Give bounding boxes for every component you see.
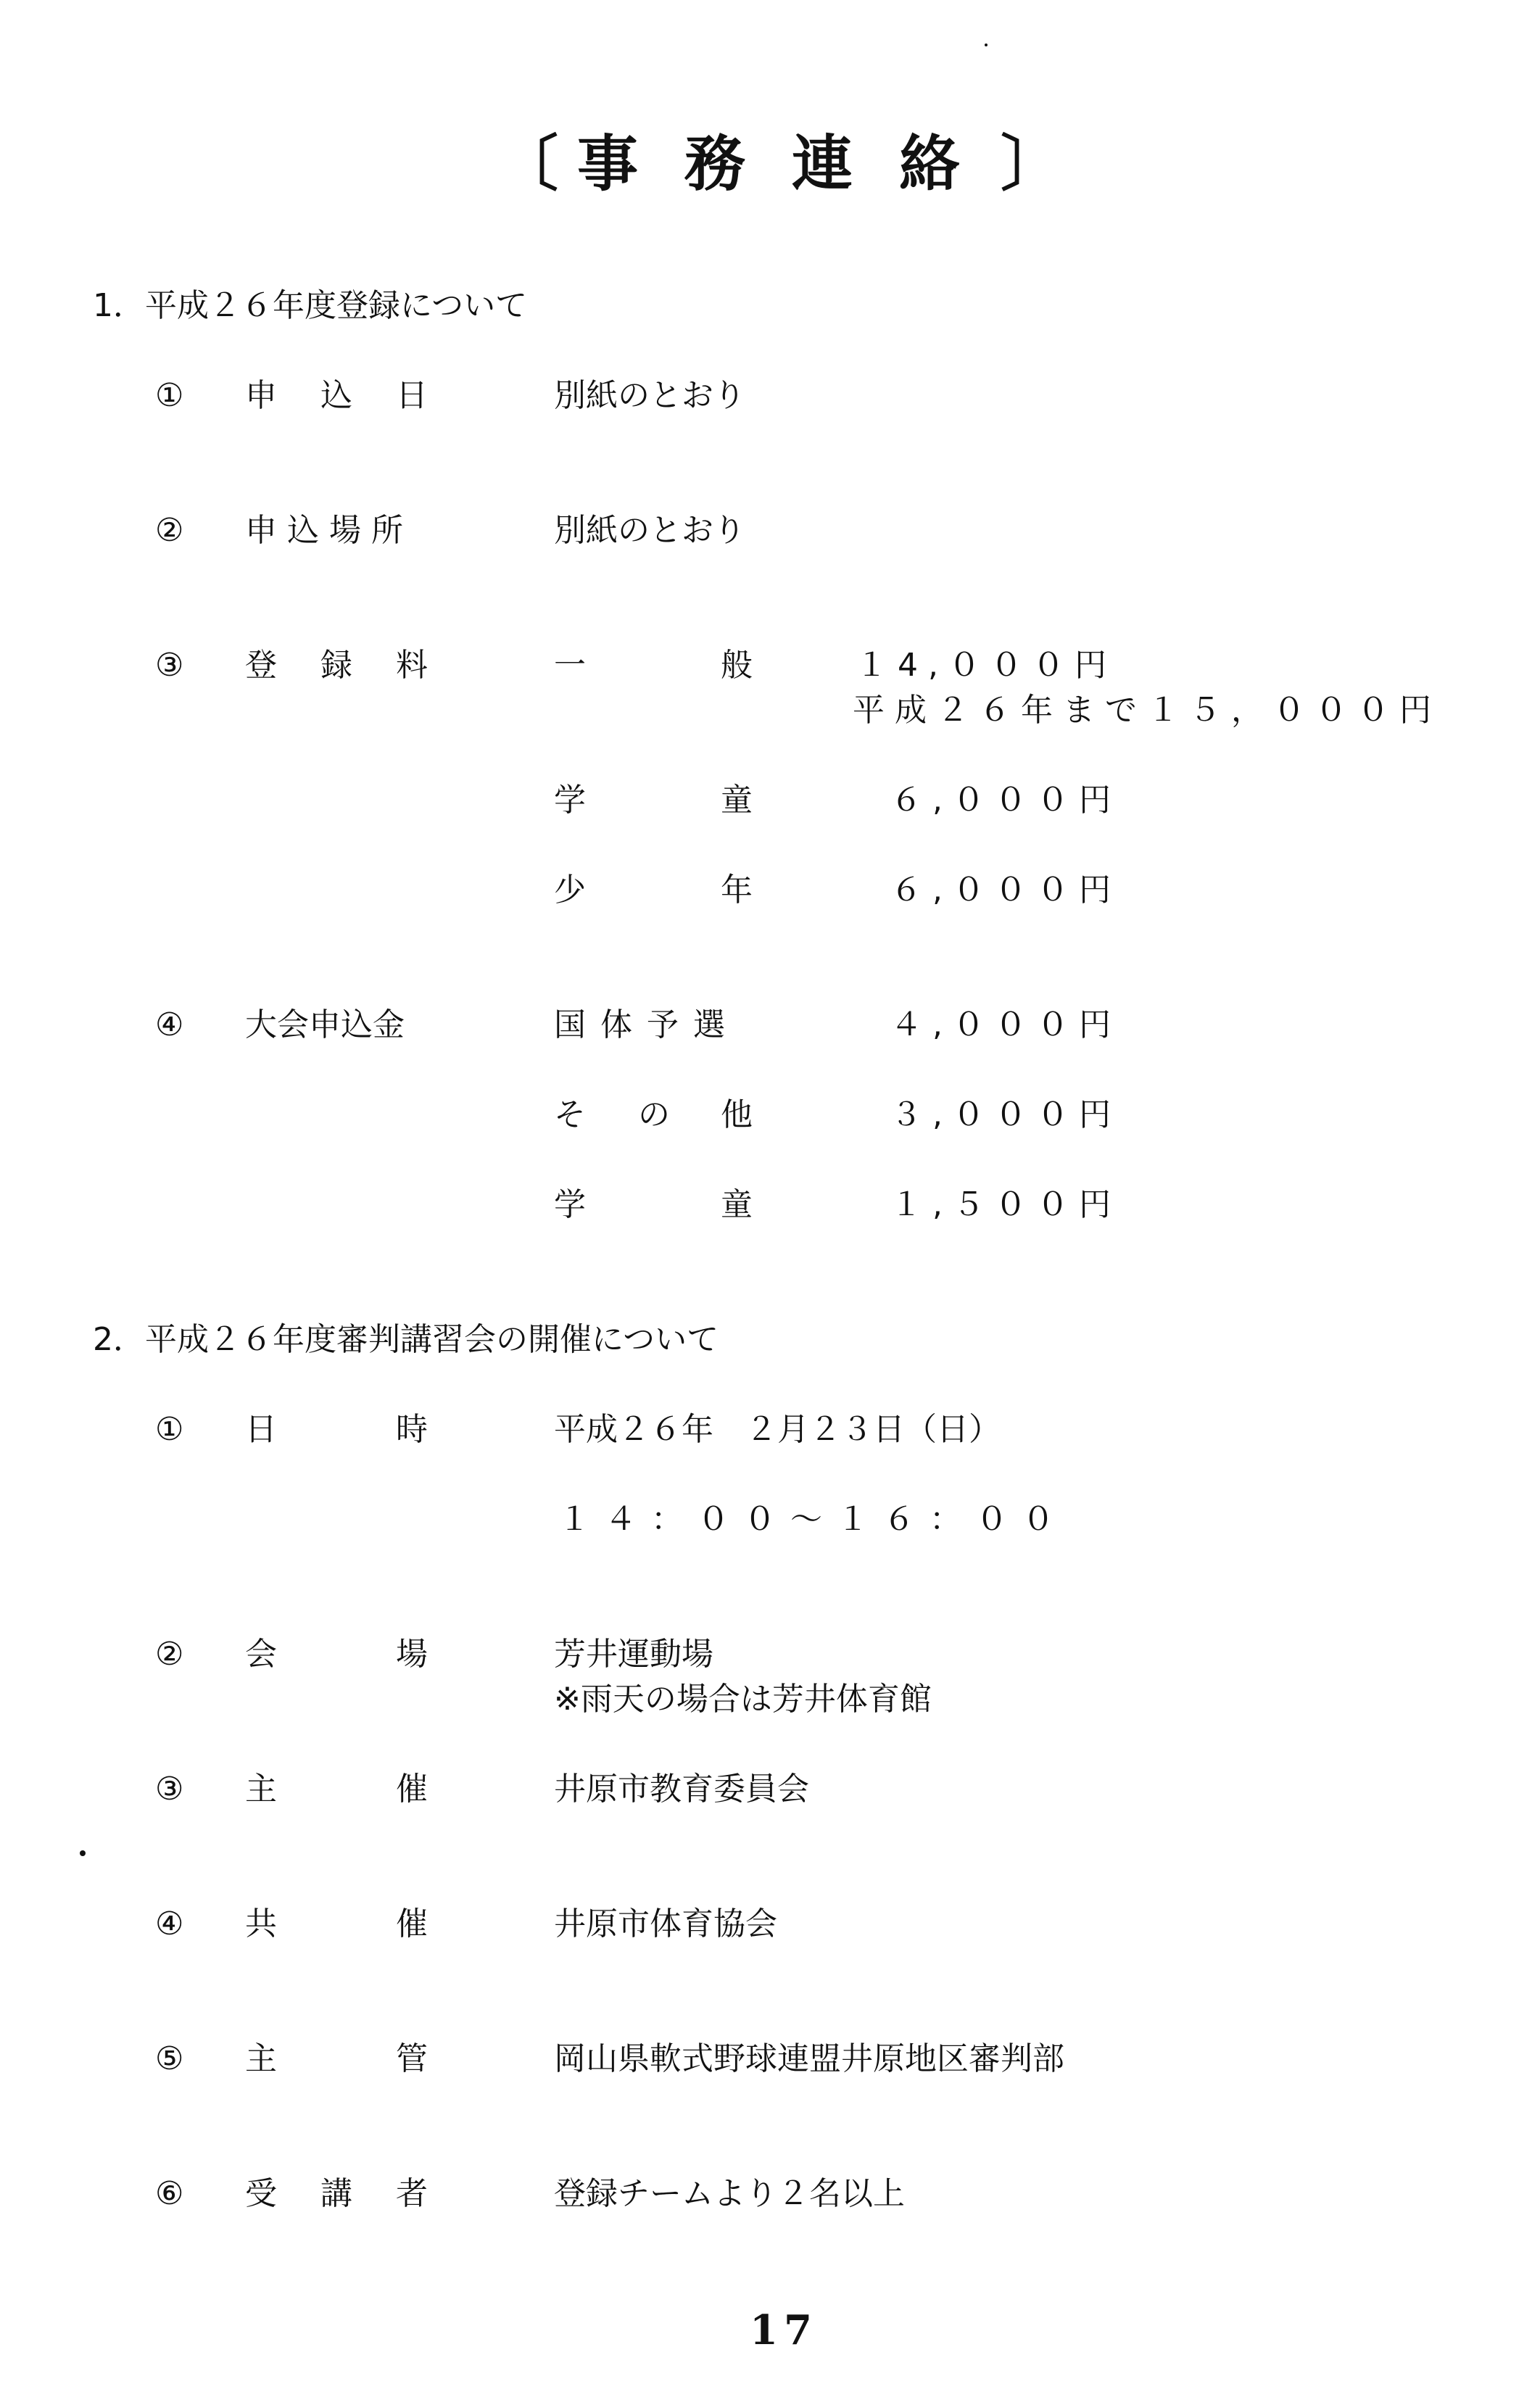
item-number: ②: [155, 1636, 184, 1673]
fee-amount: １4,０００円: [856, 647, 1117, 684]
label-char: 者: [396, 2175, 428, 2212]
organizer-value: 岡山県軟式野球連盟井原地区審判部: [554, 2040, 1064, 2077]
item-number: ①: [155, 377, 184, 414]
title-bracket-close: 〕: [1001, 128, 1067, 199]
title-bracket-open: 〔: [497, 128, 563, 199]
fee-amount: ６,０００円: [890, 782, 1121, 819]
item-number: ①: [155, 1411, 184, 1448]
entry-category-right: 他: [721, 1096, 753, 1133]
label-char: 申: [245, 377, 277, 414]
entry-category-right: 童: [721, 1186, 753, 1223]
item-number: ③: [155, 1771, 184, 1808]
entry-amount: ３,０００円: [890, 1096, 1121, 1133]
item-number: ⑤: [155, 2040, 184, 2077]
label-char: 催: [396, 1771, 428, 1808]
fee-category-left: 学: [554, 782, 586, 819]
seminar-date: 平成２６年 ２月２３日（日）: [554, 1411, 1001, 1448]
item-number: ③: [155, 647, 184, 684]
entry-category: 国体予選: [554, 1006, 740, 1043]
application-place-label: 申込場所: [245, 512, 413, 549]
entry-category-left: そ: [554, 1096, 586, 1133]
label-char: 込: [320, 377, 352, 414]
application-place-value: 別紙のとおり: [554, 512, 745, 549]
label-char: 会: [245, 1636, 277, 1673]
host-value: 井原市教育委員会: [554, 1771, 809, 1808]
label-char: 場: [396, 1636, 428, 1673]
fee-note: 平成２６年まで１５，０００円: [853, 692, 1441, 729]
section2-heading: 2．平成２６年度審判講習会の開催について: [93, 1321, 719, 1358]
fee-category-right: 般: [721, 647, 753, 684]
label-char: 受: [245, 2175, 277, 2212]
fee-category-right: 童: [721, 782, 753, 819]
title-char-3: 連: [792, 128, 858, 199]
title-char-2: 務: [684, 128, 750, 199]
label-char: 管: [396, 2040, 428, 2077]
label-char: 主: [245, 1771, 277, 1808]
fee-amount: ６,０００円: [890, 872, 1121, 908]
fee-category-right: 年: [721, 872, 753, 908]
scan-speck: [80, 1850, 86, 1856]
entry-amount: １,５００円: [890, 1186, 1121, 1223]
entry-fee-label: 大会申込金: [245, 1006, 405, 1043]
item-number: ⑥: [155, 2175, 184, 2212]
application-date-value: 別紙のとおり: [554, 377, 745, 414]
scan-speck: [985, 44, 988, 46]
item-number: ④: [155, 1905, 184, 1942]
label-char: 録: [320, 647, 352, 684]
item-number: ④: [155, 1006, 184, 1043]
label-char: 時: [396, 1411, 428, 1448]
item-number: ②: [155, 512, 184, 549]
label-char: 共: [245, 1905, 277, 1942]
label-char: 料: [396, 647, 428, 684]
cohost-value: 井原市体育協会: [554, 1905, 777, 1942]
label-char: 日: [396, 377, 428, 414]
fee-category-left: 一: [554, 647, 586, 684]
label-char: 登: [245, 647, 277, 684]
entry-amount: ４,０００円: [890, 1006, 1121, 1043]
title-char-1: 事: [577, 128, 643, 199]
seminar-time: １４：００～１６：００: [558, 1501, 1069, 1538]
section1-heading: 1．平成２６年度登録について: [93, 287, 528, 324]
title-char-4: 絡: [899, 128, 965, 199]
page-number: 17: [750, 2306, 818, 2354]
label-char: 講: [320, 2175, 352, 2212]
fee-category-left: 少: [554, 872, 586, 908]
entry-category-left: 学: [554, 1186, 586, 1223]
attendees-value: 登録チームより２名以上: [554, 2175, 905, 2212]
venue-rain-note: ※雨天の場合は芳井体育館: [554, 1681, 932, 1718]
venue-value: 芳井運動場: [554, 1636, 713, 1673]
entry-category-mid: の: [638, 1096, 670, 1133]
label-char: 催: [396, 1905, 428, 1942]
label-char: 主: [245, 2040, 277, 2077]
label-char: 日: [245, 1411, 277, 1448]
